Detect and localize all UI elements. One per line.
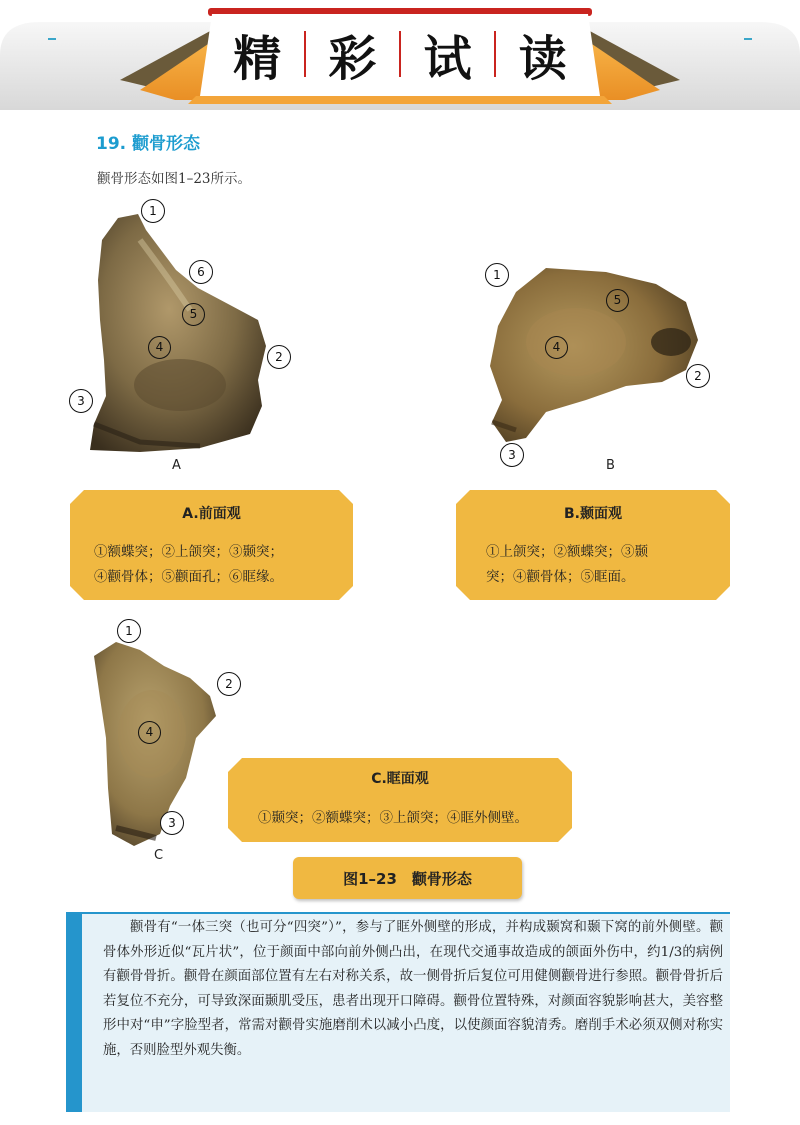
figure-b-label: B [606,458,615,473]
banner-divider [494,31,496,77]
note-top-rule [66,912,730,914]
note-accent-bar [66,912,82,1112]
callout-a6: 6 [189,260,213,284]
caption-a-title: A.前面观 [182,506,241,522]
banner-char: 试 [423,30,472,87]
callout-c2: 2 [217,672,241,696]
caption-box-a [70,490,353,600]
caption-a-line1: ①额蝶突；②上颌突；③颞突； [94,544,283,560]
banner-char: 精 [233,30,282,87]
callout-b3: 3 [500,443,524,467]
section-title: 19. 颧骨形态 [96,134,201,154]
caption-c-title: C.眶面观 [371,771,429,787]
zygomatic-bone-image-a [80,210,280,460]
callout-a2: 2 [267,345,291,369]
caption-box-b [456,490,730,600]
zygomatic-bone-image-b [476,262,708,452]
callout-a5: 5 [182,303,205,326]
callout-b1: 1 [485,263,509,287]
banner-title [222,14,578,94]
figure-caption [293,857,522,899]
caption-box-c [228,758,572,842]
caption-b-line2: 突；④颧骨体；⑤眶面。 [486,569,635,585]
banner-char: 彩 [328,30,377,87]
zygomatic-bone-image-c [86,638,226,848]
callout-b2: 2 [686,364,710,388]
callout-a1: 1 [141,199,165,223]
callout-b4: 4 [545,336,568,359]
caption-a-line2: ④颧骨体；⑤颧面孔；⑥眶缘。 [94,569,283,585]
callout-a4: 4 [148,336,171,359]
callout-c1: 1 [117,619,141,643]
caption-b-line1: ①上颌突；②额蝶突；③颞 [486,544,648,560]
banner-char: 读 [518,30,567,87]
intro-text: 颧骨形态如图1–23所示。 [97,171,252,187]
caption-c-line1: ①颞突；②额蝶突；③上颌突；④眶外侧壁。 [258,810,528,826]
callout-c3: 3 [160,811,184,835]
caption-b-title: B.颞面观 [564,506,622,522]
callout-a3: 3 [69,389,93,413]
callout-c4: 4 [138,721,161,744]
banner-divider [399,31,401,77]
note-text: 颧骨有“一体三突（也可分“四突”）”，参与了眶外侧壁的形成，并构成颞窝和颞下窝的前外侧壁。颧骨体外形近似“瓦片状”，位于颜面中部向前外侧凸出，在现代交通事故造成的颌面外伤中，约1/3的病例有颧骨骨折。颧骨在颜面部位置有左右对称关系，故一侧骨折后复位可用健侧颧骨进行参照。颧骨骨折后若复位不充分，可导致深面颞肌受压，患者出现开口障碍。颧骨位置特殊，对颜面容貌影响甚大，美容整形中对“申”字脸型者，常需对颧骨实施磨削术以减小凸度，以使颜面容貌清秀。磨削手术必须双侧对称实施，否则脸型外观失衡。 [103,920,723,1058]
callout-b5: 5 [606,289,629,312]
figure-caption-text: 图1–23 颧骨形态 [343,869,472,888]
figure-a-label: A [172,458,181,473]
banner-divider [304,31,306,77]
figure-c-label: C [154,848,164,863]
